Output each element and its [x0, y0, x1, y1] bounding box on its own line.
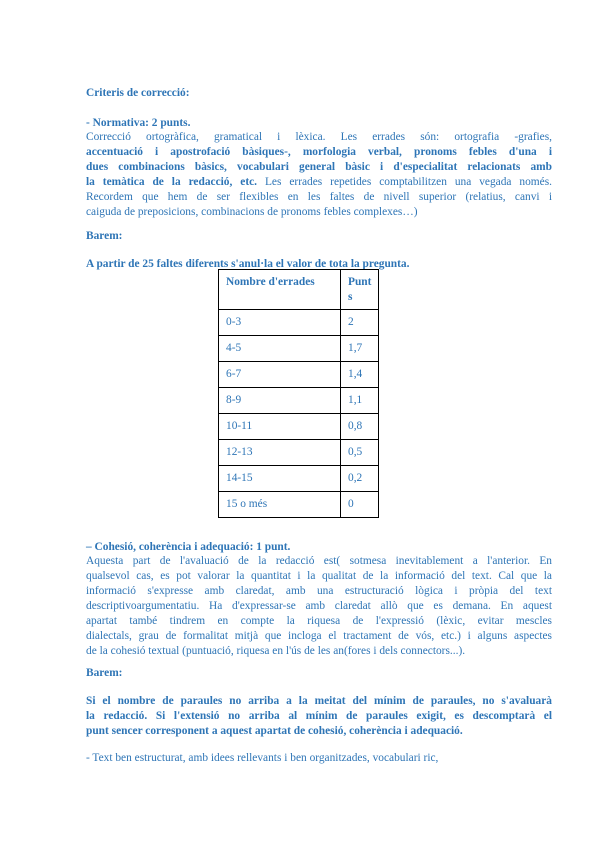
cell-errades: 14-15	[219, 466, 341, 492]
cell-errades: 6-7	[219, 362, 341, 388]
normativa-line: Recordem que hem de ser flexibles en les faltes de nivell superior (relatius, canvi i	[86, 191, 552, 203]
cohesio-line: qualsevol cas, es pot valorar la quantitat i la qualitat de la informació del text. Cal que la	[86, 570, 552, 582]
cell-errades: 8-9	[219, 388, 341, 414]
cohesio-line: dialectals, grau de formalitat mitjà que inclogа el tractament de vós, etc.) i alguns aspectes	[86, 630, 552, 642]
barem2-item: - Text ben estructurat, amb idees rellevants i ben organitzades, vocabulari ric,	[86, 752, 439, 764]
table-row	[219, 388, 379, 414]
normativa-line: dues combinacions bàsics, vocabulari general bàsic i d'especialitat relacionats amb	[86, 161, 552, 173]
cell-punts: 1,7	[341, 336, 379, 362]
normativa-text: Les errades repetides comptabilitzen una vegada només.	[257, 176, 552, 188]
page-heading: Criteris de correcció:	[86, 87, 190, 99]
table-row	[219, 336, 379, 362]
barem2-line: Si el nombre de paraules no arriba a la meitat del mínim de paraules, no s'avaluarà	[86, 695, 552, 707]
header-errades: Nombre d'errades	[219, 270, 341, 310]
cell-punts: 1,4	[341, 362, 379, 388]
cohesio-line: Aquesta part de l'avaluació de la redacció est( sotmesa inevitablement a l'anterior. En	[86, 555, 552, 567]
barem2-line: punt sencer corresponent a aquest apartat de cohesió, coherència i adequació.	[86, 725, 463, 737]
header-punts: Punt s	[341, 270, 379, 310]
cell-errades: 0-3	[219, 310, 341, 336]
normativa-emphasis: la temàtica de la redacció, etc.	[86, 176, 258, 188]
table-header-row	[219, 270, 379, 310]
table-row	[219, 440, 379, 466]
barem-label: Barem:	[86, 230, 123, 242]
table-row	[219, 362, 379, 388]
cohesio-title: – Cohesió, coherència i adequació: 1 punt.	[86, 541, 291, 553]
cell-punts: 0,5	[341, 440, 379, 466]
normativa-line: accentuació i apostrofació bàsiques-, morfologia verbal, pronoms febles d'una i	[86, 146, 552, 158]
cell-punts: 0,2	[341, 466, 379, 492]
barem2-paragraph	[86, 694, 552, 739]
normativa-line: caiguda de preposicions, combinacions de pronoms febles complexes…)	[86, 206, 418, 218]
cell-punts: 2	[341, 310, 379, 336]
table-row	[219, 310, 379, 336]
cell-errades: 4-5	[219, 336, 341, 362]
cell-errades: 12-13	[219, 440, 341, 466]
table-row	[219, 466, 379, 492]
cohesio-paragraph	[86, 554, 552, 659]
cell-punts: 0,8	[341, 414, 379, 440]
cohesio-line: de la cohesió textual (puntuació, riquesa en l'ús de les an(fores i dels connectors...).	[86, 645, 466, 657]
barem-table	[218, 269, 379, 518]
normativa-paragraph	[86, 130, 552, 220]
cell-errades: 10-11	[219, 414, 341, 440]
barem-rule: A partir de 25 faltes diferents s'anul·la el valor de tota la pregunta.	[86, 258, 410, 270]
normativa-title: - Normativa: 2 punts.	[86, 117, 191, 129]
cohesio-line: descriptivoargumentatiu. Ha d'expressar-se amb claredat allò que es demana. En aquest	[86, 600, 552, 612]
table-row	[219, 492, 379, 518]
cell-punts: 1,1	[341, 388, 379, 414]
barem2-line: la redacció. Si l'extensió no arriba al mínim de paraules exigit, es descomptarà el	[86, 710, 552, 722]
barem-label: Barem:	[86, 667, 123, 679]
cohesio-line: apartat també tindrem en compte la riquesa de l'expressió (lèxic, evitar mescles	[86, 615, 552, 627]
cell-errades: 15 o més	[219, 492, 341, 518]
cohesio-line: informació s'expresse amb claredat, amb una estructuració lògica i pròpia del text	[86, 585, 552, 597]
table-row	[219, 414, 379, 440]
normativa-line	[86, 175, 552, 190]
cell-punts: 0	[341, 492, 379, 518]
normativa-line: Correcció ortogràfica, gramatical i lèxica. Les errades són: ortografia -grafies,	[86, 131, 552, 143]
